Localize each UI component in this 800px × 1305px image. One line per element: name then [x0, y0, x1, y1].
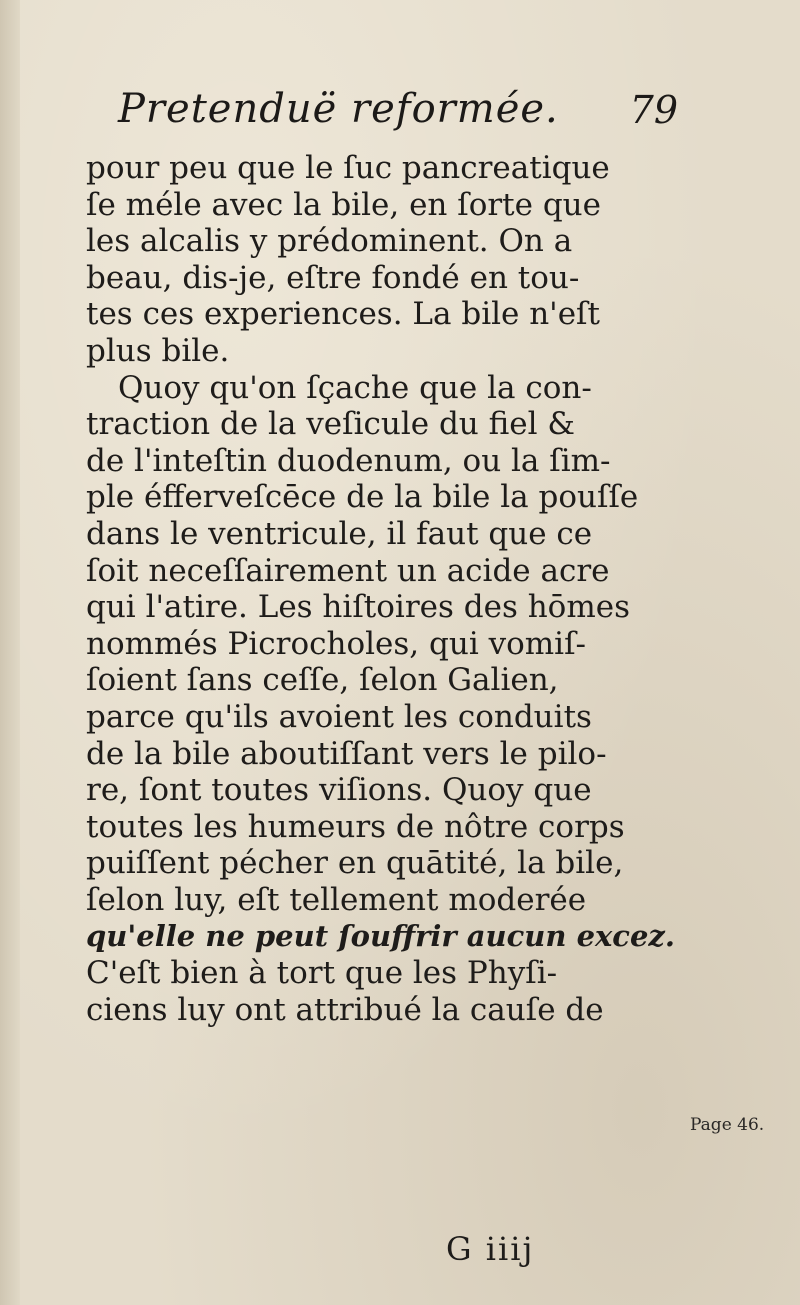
text-line: pour peu que le ſuc pancreatique — [86, 150, 610, 186]
paragraph-start-line: Quoy qu'on ſçache que la con- — [118, 369, 592, 406]
margin-note: Page 46. — [690, 1115, 765, 1135]
text-line: les alcalis y prédominent. On a — [86, 223, 573, 260]
italic-quote-line: qu'elle ne peut ſouffrir aucun excez. — [86, 919, 675, 954]
text-line: qui l'atire. Les hiſtoires des hōmes — [86, 589, 630, 626]
text-line: parce qu'ils avoient les conduits — [86, 698, 592, 735]
text-line: C'eſt bien à tort que les Phyſi- — [86, 955, 558, 992]
text-line: ciens luy ont attribué la cauſe de — [86, 991, 604, 1028]
text-line: ple éfferveſcēce de la bile la pouſſe — [86, 479, 639, 516]
text-line: de la bile aboutiſſant vers le pilo- — [86, 735, 607, 772]
text-line: re, ſont toutes viſions. Quoy que — [86, 772, 592, 809]
body-text — [86, 150, 686, 1028]
page-header — [118, 86, 678, 146]
running-head: Pretenduë reformée. — [118, 86, 559, 132]
text-line: dans le ventricule, il faut que ce — [86, 515, 593, 552]
signature-mark: G iiij — [446, 1230, 535, 1268]
text-line: ſoient ſans ceſſe, ſelon Galien, — [86, 662, 559, 699]
text-line: de l'inteſtin duodenum, ou la ſim- — [86, 442, 611, 479]
text-line: plus bile. — [86, 332, 230, 369]
text-line: ſoit neceſſairement un acide acre — [86, 552, 610, 589]
text-line: ſelon luy, eſt tellement moderée — [86, 881, 587, 918]
text-line: beau, dis-je, eſtre fondé en tou- — [86, 259, 580, 296]
text-line: nommés Picrocholes, qui vomiſ- — [86, 625, 587, 662]
text-line: tes ces experiences. La bile n'eſt — [86, 296, 600, 333]
page-left-edge — [0, 0, 20, 1305]
text-line: ſe méle avec la bile, en ſorte que — [86, 186, 601, 223]
text-line: puiſſent pécher en quātité, la bile, — [86, 845, 624, 882]
text-line: toutes les humeurs de nôtre corps — [86, 808, 625, 845]
text-line: traction de la veſicule du fiel & — [86, 406, 576, 443]
page-number: 79 — [629, 88, 678, 132]
